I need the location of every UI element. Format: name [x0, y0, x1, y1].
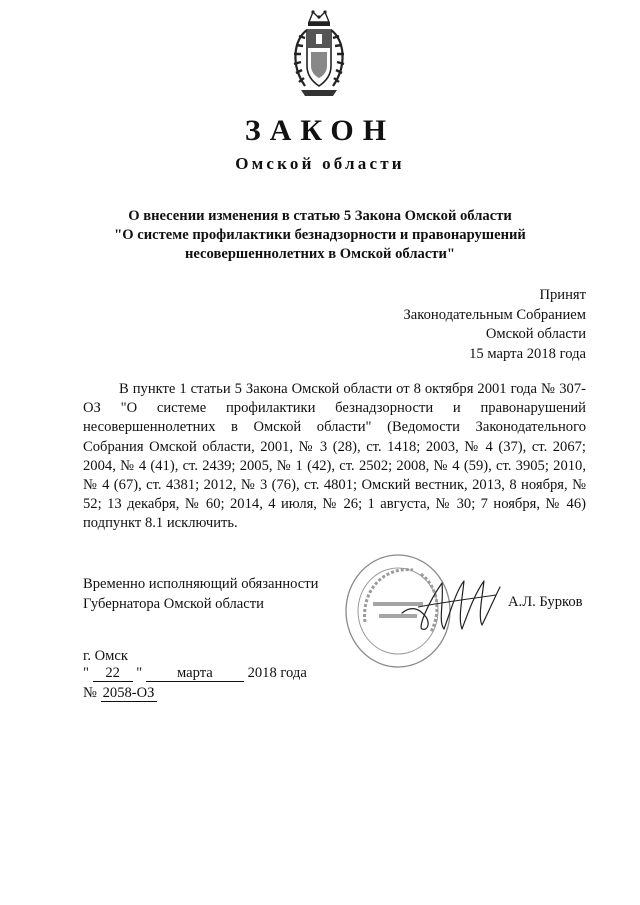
- adopted-line-3: Омской области: [485, 326, 586, 342]
- heading-line-1: О внесении изменения в статью 5 Закона Омской области: [128, 208, 512, 224]
- law-number: [83, 685, 157, 702]
- heading-line-3: несовершеннолетних в Омской области": [184, 246, 455, 262]
- law-heading: [70, 207, 570, 264]
- adoption-block: [404, 286, 587, 364]
- signatory-role: [83, 575, 318, 614]
- adopted-line-1: Принят: [539, 287, 586, 303]
- handwritten-signature: [398, 573, 504, 635]
- date-month: марта: [146, 666, 244, 682]
- issue-date: [83, 665, 307, 682]
- number-value: 2058-ОЗ: [102, 685, 155, 701]
- signatory-name: А.Л. Бурков: [508, 594, 583, 610]
- adopted-date: 15 марта 2018 года: [469, 345, 586, 362]
- date-year: 2018 года: [247, 665, 307, 681]
- date-quote-open: ": [83, 665, 89, 681]
- document-title: ЗАКОН: [244, 114, 396, 147]
- date-day: 22: [93, 666, 133, 682]
- signatory-role-line-2: Губернатора Омской области: [83, 595, 264, 612]
- signatory-role-line-1: Временно исполняющий обязанности: [83, 576, 319, 592]
- date-quote-close: ": [136, 665, 143, 681]
- document-subtitle: Омской области: [235, 154, 405, 173]
- number-prefix: №: [83, 685, 97, 701]
- body-paragraph: В пункте 1 статьи 5 Закона Омской области от 8 октября 2001 года № 307-ОЗ "О системе профилактики безнадзорности и правонарушений несовершеннолетних в Омской области" (Ведомости Законодательного Собрания Омской области, 2001, № 3 (28), ст. 1418; 2003, № 4 (37), ст. 2067; 2004, № 4 (41), ст. 2439; 2005, № 1 (42), ст. 2502; 2008, № 4 (59), ст. 3905; 2010, № 4 (67), ст. 4381; 2012, № 3 (76), ст. 4801; Омский вестник, 2013, 8 ноября, № 52; 13 декабря, № 60; 2014, 4 июля, № 26; 1 августа, № 30; 7 ноября, № 46) подпункт 8.1 исключить.: [83, 381, 586, 532]
- adopted-line-2: Законодательным Собранием: [403, 306, 586, 323]
- issue-place: г. Омск: [83, 648, 128, 664]
- coat-of-arms-emblem: [287, 8, 351, 100]
- heading-line-2: "О системе профилактики безнадзорности и правонарушений: [114, 227, 526, 243]
